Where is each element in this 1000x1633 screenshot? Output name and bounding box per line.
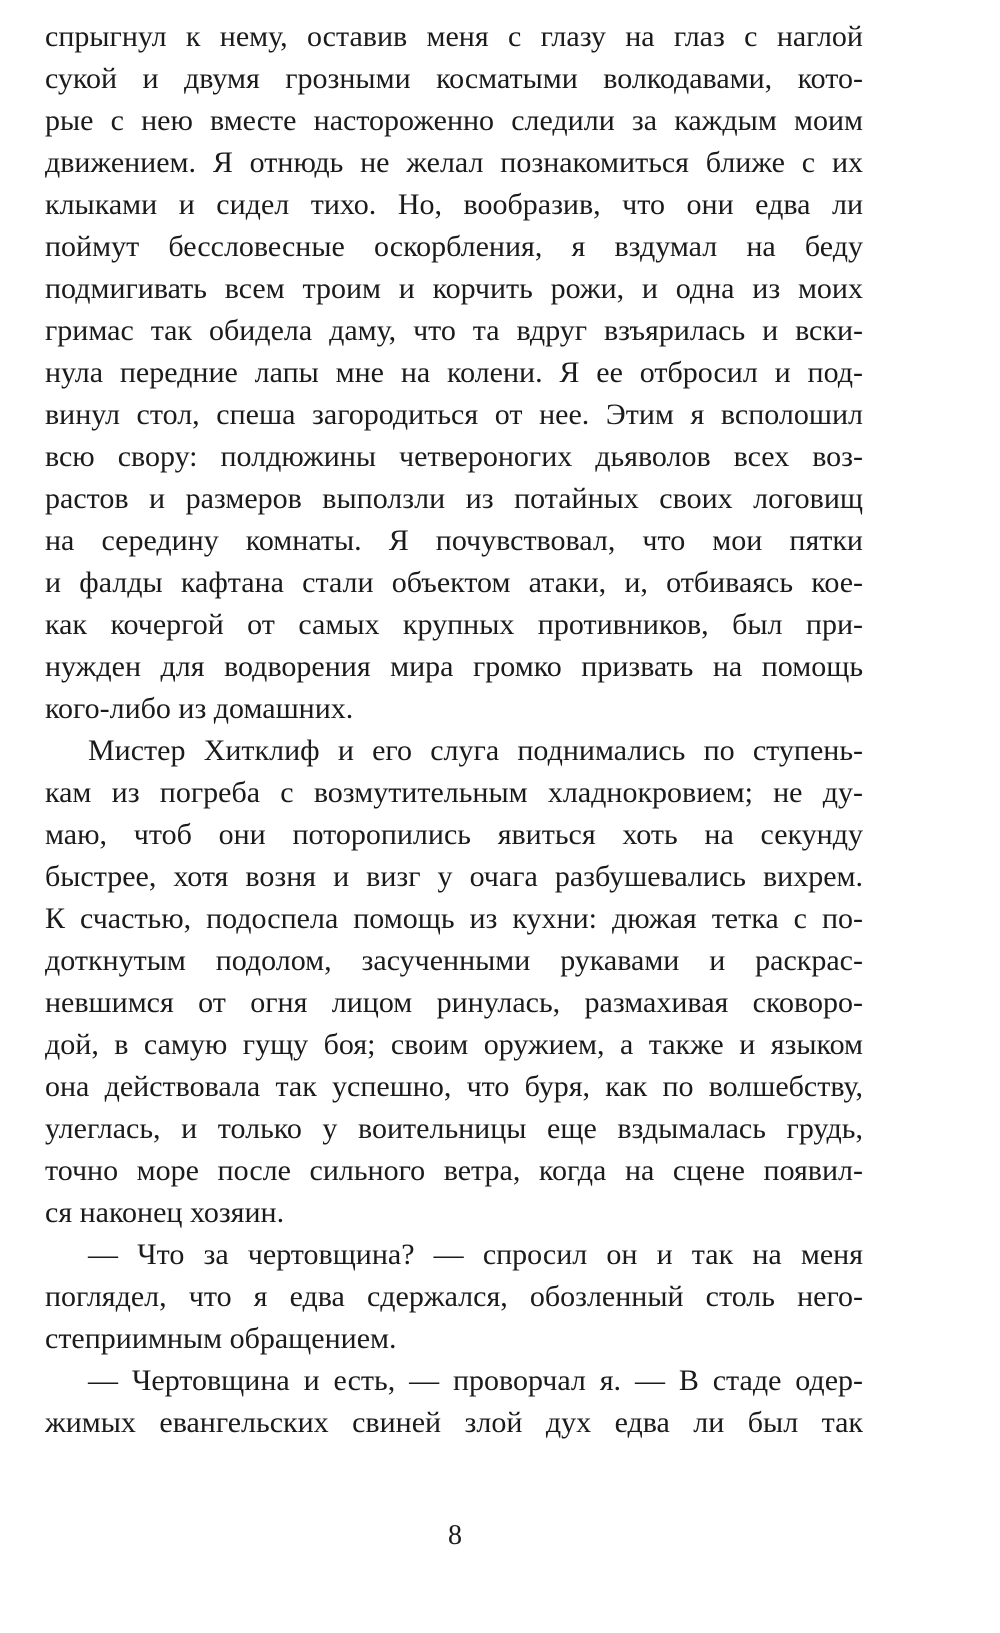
text-line: улеглась, и только у воительницы еще вздымалась грудь, <box>45 1112 863 1145</box>
text-line: кого-либо из домашних. <box>45 692 354 725</box>
text-line: поглядел, что я едва сдержался, обозленный столь него- <box>45 1280 863 1313</box>
text-line: на середину комнаты. Я почувствовал, что мои пятки <box>45 524 863 557</box>
text-line: степриимным обращением. <box>45 1322 397 1355</box>
text-line: нула передние лапы мне на колени. Я ее отбросил и под- <box>45 356 863 389</box>
text-line: маю, чтоб они поторопились явиться хоть на секунду <box>45 818 863 851</box>
text-line: гримас так обидела даму, что та вдруг взъярилась и вски- <box>45 314 863 347</box>
paragraph-1 <box>45 16 863 730</box>
text-line: поймут бессловесные оскорбления, я вздумал на беду <box>45 230 863 263</box>
text-line: Мистер Хитклиф и его слуга поднимались по ступень- <box>88 734 863 767</box>
text-line: нужден для водворения мира громко призвать на помощь <box>45 650 863 683</box>
text-line: ся наконец хозяин. <box>45 1196 285 1229</box>
text-line: клыками и сидел тихо. Но, вообразив, что они едва ли <box>45 188 863 221</box>
paragraph-4 <box>45 1360 863 1444</box>
text-line: подмигивать всем троим и корчить рожи, и одна из моих <box>45 272 863 305</box>
text-line: быстрее, хотя возня и визг у очага разбушевались вихрем. <box>45 860 863 893</box>
text-line: и фалды кафтана стали объектом атаки, и, отбиваясь кое- <box>45 566 863 599</box>
text-line: спрыгнул к нему, оставив меня с глазу на глаз с наглой <box>45 20 863 53</box>
text-line: кам из погреба с возмутительным хладнокровием; не ду- <box>45 776 863 809</box>
text-line: винул стол, спеша загородиться от нее. Этим я всполошил <box>45 398 863 431</box>
page-number: 8 <box>448 1520 462 1551</box>
paragraph-2 <box>45 730 863 1234</box>
text-line: всю свору: полдюжины четвероногих дьяволов всех воз- <box>45 440 863 473</box>
text-line: сукой и двумя грозными косматыми волкодавами, кото- <box>45 62 863 95</box>
text-line: растов и размеров выползли из потайных своих логовищ <box>45 482 863 515</box>
text-line: дой, в самую гущу боя; своим оружием, а также и языком <box>45 1028 863 1061</box>
text-line: точно море после сильного ветра, когда на сцене появил- <box>45 1154 863 1187</box>
text-line: жимых евангельских свиней злой дух едва ли был так <box>45 1406 863 1439</box>
text-line: — Чертовщина и есть, — проворчал я. — В стаде одер- <box>88 1364 863 1397</box>
text-line: доткнутым подолом, засученными рукавами и раскрас- <box>45 944 863 977</box>
text-line: рые с нею вместе настороженно следили за каждым моим <box>45 104 863 137</box>
text-line: К счастью, подоспела помощь из кухни: дюжая тетка с по- <box>45 902 863 935</box>
text-line: — Что за чертовщина? — спросил он и так на меня <box>88 1238 863 1271</box>
paragraph-3 <box>45 1234 863 1360</box>
text-line: невшимся от огня лицом ринулась, размахивая сковоро- <box>45 986 863 1019</box>
page-body <box>45 16 863 1444</box>
text-line: движением. Я отнюдь не желал познакомиться ближе с их <box>45 146 863 179</box>
text-line: как кочергой от самых крупных противников, был при- <box>45 608 863 641</box>
text-line: она действовала так успешно, что буря, как по волшебству, <box>45 1070 863 1103</box>
